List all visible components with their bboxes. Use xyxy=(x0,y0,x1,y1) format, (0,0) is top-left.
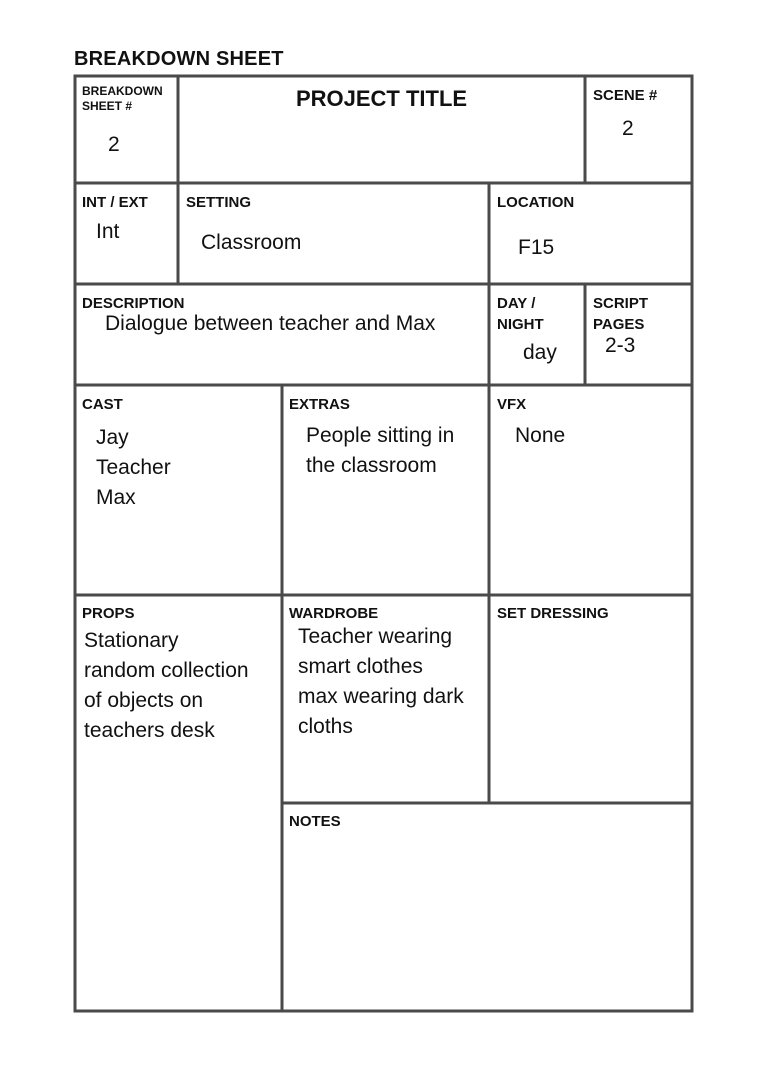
int-ext-value[interactable]: Int xyxy=(96,220,120,243)
sheet-title: BREAKDOWN SHEET xyxy=(74,48,284,70)
project-title-label: PROJECT TITLE xyxy=(295,86,468,111)
scene-number-value[interactable]: 2 xyxy=(622,117,634,140)
day-night-label: DAY / NIGHT xyxy=(497,295,544,333)
vfx-value[interactable]: None xyxy=(515,424,566,447)
breakdown-sheet-number-label: BREAKDOWN SHEET # xyxy=(82,84,163,113)
extras-label: EXTRAS xyxy=(289,396,350,413)
scene-number-label: SCENE # xyxy=(593,87,658,104)
cast-label: CAST xyxy=(82,396,123,413)
day-night-value[interactable]: day xyxy=(523,341,557,364)
wardrobe-label: WARDROBE xyxy=(289,605,379,622)
vfx-label: VFX xyxy=(497,396,527,413)
description-value[interactable]: Dialogue between teacher and Max xyxy=(105,312,436,335)
extras-value[interactable]: People sitting in the classroom xyxy=(306,424,455,477)
notes-label: NOTES xyxy=(289,813,341,830)
set-dressing-label: SET DRESSING xyxy=(497,605,609,622)
setting-label: SETTING xyxy=(186,194,252,211)
props-label: PROPS xyxy=(82,605,135,622)
script-pages-label: SCRIPT PAGES xyxy=(593,295,649,333)
setting-value[interactable]: Classroom xyxy=(201,231,302,254)
script-pages-value[interactable]: 2-3 xyxy=(605,334,636,357)
wardrobe-value[interactable]: Teacher wearing smart clothes max wearing dark cloths xyxy=(298,625,464,738)
breakdown-sheet-number-value[interactable]: 2 xyxy=(108,133,120,156)
int-ext-label: INT / EXT xyxy=(82,194,148,211)
description-label: DESCRIPTION xyxy=(82,295,185,312)
location-label: LOCATION xyxy=(497,194,575,211)
cast-value[interactable]: Jay Teacher Max xyxy=(96,426,171,509)
location-value[interactable]: F15 xyxy=(518,236,555,259)
props-value[interactable]: Stationary random collection of objects on teachers desk xyxy=(84,629,249,742)
